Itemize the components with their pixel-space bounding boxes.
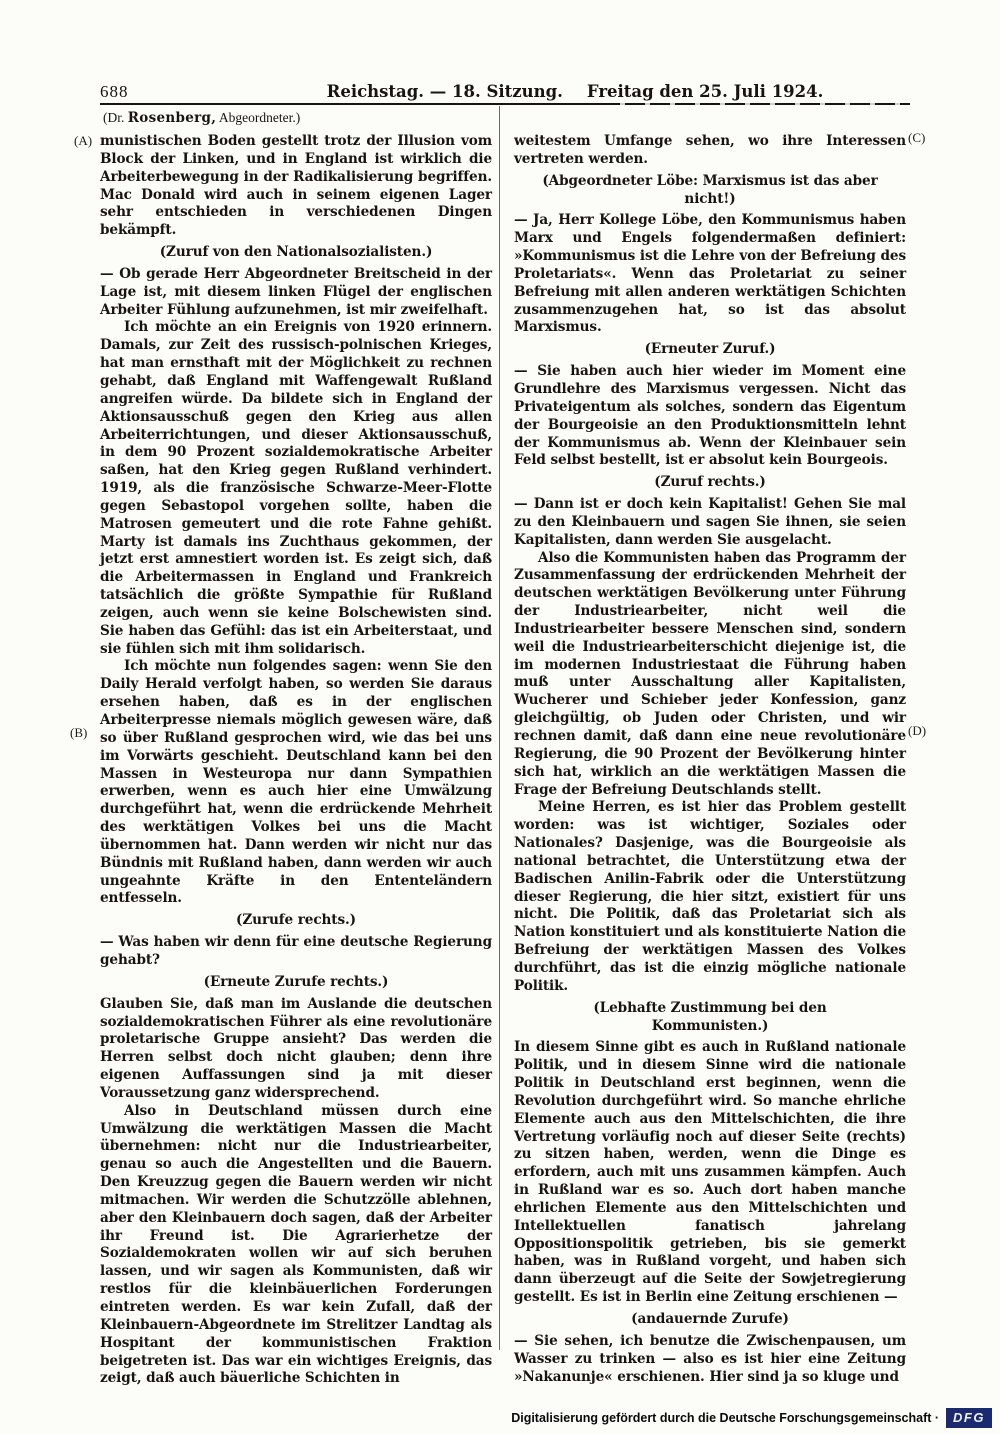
margin-marker-b: (B) xyxy=(70,725,88,740)
speech-paragraph: — Was haben wir denn für eine deutsche Regierung gehabt? xyxy=(100,934,492,968)
dfg-footer xyxy=(511,1408,992,1428)
session-date: Freitag den 25. Juli 1924. xyxy=(586,82,824,101)
stage-direction: (andauernde Zurufe) xyxy=(631,1311,789,1327)
margin-marker-c: (C) xyxy=(908,130,926,145)
speech-paragraph: Meine Herren, es ist hier das Problem gestellt worden: was ist wichtiger, Soziales oder Nationales? Dasjenige, was die Bourgeoisie als national betrachtet, die Unterstützung etwa der Badischen Anilin-Fabrik oder die Unterstützung dieser Regierung, die hier sitzt, existiert für uns nicht. Die Politik, daß das Proletariat sich als Nation konstituiert und als konstituierte Nation die Befreiung der werktätigen Massen des Volkes durchführt, das ist die einzig mögliche nationale Politik. xyxy=(514,799,906,994)
stage-direction: (Abgeordneter Löbe: Marxismus ist das aber nicht!) xyxy=(542,172,878,207)
speech-paragraph: Ich möchte an ein Ereignis von 1920 erinnern. Damals, zur Zeit des russisch-polnischen Krieges, hat man ernsthaft mit der Möglichkeit zu rechnen gehabt, daß England mit Waffengewalt Rußland angreifen würde. Da bildete sich in England der Aktionsausschuß gegen den Krieg aus allen Arbeiterrichtungen, und dieser Aktionsausschuß, in dem 90 Prozent sozialdemokratische Arbeiter saßen, hat den Krieg gegen Rußland verhindert. 1919, als die französische Schwarze-Meer-Flotte gegen Sebastopol vorgehen sollte, haben die Matrosen gemeutert und die rote Fahne gehißt. Marty ist damals ins Zuchthaus gekommen, der jetzt erst amnestiert worden ist. Es zeigt sich, daß die Arbeitermassen in England und Frankreich tatsächlich die größte Sympathie für Rußland zeigen, auch wenn sie keine Bolschewisten sind. Sie haben das Gefühl: das ist ein Arbeiterstaat, und sie fühlen sich mit ihm solidarisch. xyxy=(100,319,492,657)
running-head xyxy=(240,82,910,101)
left-column xyxy=(100,133,492,1388)
digitization-credit: Digitalisierung gefördert durch die Deutsche Forschungsgemeinschaft · xyxy=(511,1411,940,1425)
session-title: Reichstag. — 18. Sitzung. xyxy=(326,82,563,101)
speech-paragraph: Ich möchte nun folgendes sagen: wenn Sie den Daily Herald verfolgt haben, so werden Sie daraus ersehen haben, daß es in der englischen Arbeiterpresse niemals möglich gewesen wäre, daß so über Rußland gesprochen wird, wie das bei uns im Vorwärts geschieht. Deutschland kann bei den Massen in Westeuropa nur dann Sympathien erwerben, wenn es auch hier eine Umwälzung durchgeführt hat, wenn die erdrückende Mehrheit des werktätigen Volkes bei uns die Macht übernommen hat. Dann werden wir nicht nur das Bündnis mit Rußland haben, dann werden wir auch ungeahnte Kräfte in den Ententeländern entfesseln. xyxy=(100,658,492,907)
speech-paragraph: — Ja, Herr Kollege Löbe, den Kommunismus haben Marx und Engels folgendermaßen definiert: »Kommunismus ist die Lehre von der Befreiung des Proletariats«. Wenn das Proletariat zu seiner Befreiung mit allen anderen werktätigen Schichten zusammenzugehen hat, so ist das absolut Marxismus. xyxy=(514,212,906,336)
speech-paragraph: — Sie sehen, ich benutze die Zwischenpausen, um Wasser zu trinken — also es ist hier eine Zeitung »Nakanunje« erschienen. Hier sind ja so kluge und xyxy=(514,1332,906,1385)
speech-paragraph: Also in Deutschland müssen durch eine Umwälzung die werktätigen Massen die Macht übernehmen: nicht nur die Industriearbeiter, genau so auch die Angestellten und die Bauern. Den Kreuzzug gegen die Bauern werden wir nicht mitmachen. Wir werden die Schutzzölle ablehnen, aber den Kleinbauern doch sagen, daß der Arbeiter ihr Freund ist. Die Agrarierhetze der Sozialdemokraten wollen wir auf sich beruhen lassen, und wir sagen als Kommunisten, daß wir restlos für die kleinbäuerlichen Forderungen eintreten werden. Es war kein Zufall, daß der Kleinbauern-Abgeordnete im Strelitzer Landtag als Hospitant der kommunistischen Fraktion beigetreten ist. Das war ein wichtiges Ereignis, das zeigt, daß auch bäuerliche Schichten in xyxy=(100,1102,492,1387)
speech-paragraph: weitestem Umfange sehen, wo ihre Interessen vertreten werden. xyxy=(514,133,906,167)
text-columns xyxy=(100,133,906,1388)
page-number: 688 xyxy=(100,82,129,101)
speaker-note-post: Abgeordneter.) xyxy=(218,110,301,125)
margin-marker-d: (D) xyxy=(908,723,927,738)
header-rule xyxy=(100,103,910,105)
page-header xyxy=(100,82,910,102)
dfg-logo: DFG xyxy=(946,1408,992,1428)
speech-paragraph: Also die Kommunisten haben das Programm der Zusammenfassung der erdrückenden Mehrheit der deutschen werktätigen Bevölkerung unter Führung der Industriearbeiter, nicht weil die Industriearbeiter bessere Menschen sind, sondern weil die Industriearbeiterschicht diejenige ist, die im modernen Industriestaat die Führung haben muß unter Ausschaltung aller Kapitalisten, Wucherer und Schieber jeder Konfession, ganz gleichgültig, ob Juden oder Christen, und wir rechnen damit, daß dann eine neue revolutionäre Regierung, die 90 Prozent der Bevölkerung hinter sich hat, wirklich an die werktätigen Massen die Frage der Befreiung Deutschlands stellt. xyxy=(514,549,906,798)
stage-direction: (Erneuter Zuruf.) xyxy=(644,341,776,358)
speech-paragraph: munistischen Boden gestellt trotz der Illusion vom Block der Linken, und in England ist wirklich die Arbeiterbewegung in der Radikalisierung begriffen. Mac Donald wird auch in seinem eigenen Lager sehr entschieden in verschiedenen Dingen bekämpft. xyxy=(100,133,492,239)
stage-direction: (Zuruf rechts.) xyxy=(654,474,766,491)
speech-paragraph: — Sie haben auch hier wieder im Moment eine Grundlehre des Marxismus vergessen. Nicht das Privateigentum als solches, sondern das Eigentum der Bourgeoisie an den Produktionsmitteln lehnt der Kommunismus ab. Wenn der Kleinbauer sein Feld selbst bestellt, ist er absolut kein Bourgeois. xyxy=(514,363,906,469)
margin-marker-a: (A) xyxy=(74,133,93,148)
speech-paragraph: — Ob gerade Herr Abgeordneter Breitscheid in der Lage ist, mit diesem linken Flügel der englischen Arbeiter Fühlung aufzunehmen, ist mir zweifelhaft. xyxy=(100,265,492,318)
right-column xyxy=(514,133,906,1388)
stage-direction: (Zuruf von den Nationalsozialisten.) xyxy=(159,244,433,261)
stage-direction: (Zurufe rechts.) xyxy=(236,912,356,929)
speech-paragraph: Glauben Sie, daß man im Auslande die deutschen sozialdemokratischen Führer als eine revolutionäre proletarische Gruppe ansieht? Das werden die Herren selbst doch nicht glauben; denn ihre eigenen Auffassungen sind ja mit dieser Voraussetzung ganz widersprechend. xyxy=(100,995,492,1101)
speaker-name: Rosenberg, xyxy=(127,110,217,126)
stage-direction: (Lebhafte Zustimmung bei den Kommunisten.) xyxy=(593,999,827,1034)
stage-direction: (Erneute Zurufe rechts.) xyxy=(203,973,389,990)
speech-paragraph: In diesem Sinne gibt es auch in Rußland nationale Politik, und in diesem Sinne wird die nationale Politik in Deutschland erst beginnen, wenn die Revolution durchgeführt wird. So manche ehrliche Elemente auch aus den Mittelschichten, die ihre Vertretung vorläufig noch auf dieser Seite (rechts) zu sitzen haben, werden, wenn die Dinge es erfordern, auch mit uns zusammen kämpfen. Auch in Rußland war es so. Auch dort haben manche ehrlichen Elemente aus den Mittelschichten und Intellektuellen fanatisch jahrelang Oppositionspolitik getrieben, bis sie gemerkt haben, was in Rußland vorgeht, und haben sich dann überzeugt auf die Seite der Sowjetregierung gestellt. Es ist in Berlin eine Zeitung erschienen — xyxy=(514,1039,906,1306)
speaker-note xyxy=(103,110,300,126)
speaker-note-pre: (Dr. xyxy=(103,110,125,125)
speech-paragraph: — Dann ist er doch kein Kapitalist! Gehen Sie mal zu den Kleinbauern und sagen Sie ihnen, sie seien Kapitalisten, dann werden Sie ausgelacht. xyxy=(514,496,906,548)
